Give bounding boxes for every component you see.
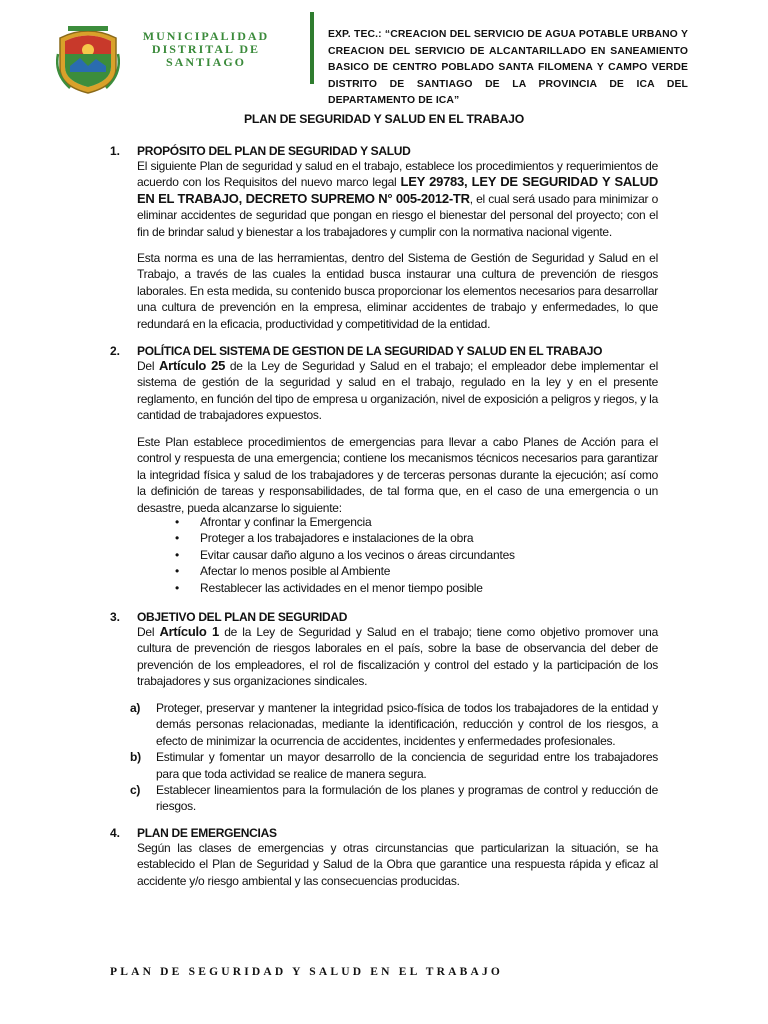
list-item-text: Establecer lineamientos para la formulación de los planes y programas de control y reducción de riesgos. [156, 783, 658, 814]
list-item: • Afectar lo menos posible al Ambiente [175, 563, 515, 579]
section-number: 1. [110, 144, 121, 158]
municipality-name-line1: MUNICIPALIDAD [142, 29, 270, 43]
section-number: 4. [110, 826, 121, 840]
section-heading: OBJETIVO DEL PLAN DE SEGURIDAD [137, 610, 348, 624]
list-item: • Evitar causar daño alguno a los vecinos o áreas circundantes [175, 547, 515, 563]
list-marker: c) [130, 783, 141, 798]
paragraph: Esta norma es una de las herramientas, dentro del Sistema de Gestión de Seguridad y Salud en el Trabajo, a través de las cuales la entidad busca instaurar una cultura de prevención de riesgos laborales. En esta medida, su contenido busca proporcionar los elementos necesarios para desarrollar una cultura de prevención en la empresa, eliminar accidentes de trabajo y enfermedades, lo que redundará en la eficacia, productividad y competitividad de la entidad. [137, 251, 658, 331]
paragraph [137, 358, 658, 424]
emergency-goals-list [175, 514, 515, 596]
paragraph [137, 158, 658, 240]
legal-reference: LEY 29783, LEY DE SEGURIDAD Y SALUD EN EL TRABAJO, DECRETO SUPREMO N° 005-2012-TR [137, 174, 659, 206]
paragraph: Según las clases de emergencias y otras circunstancias que particularizan la situación, se ha establecido el Plan de Seguridad y Salud de la Obra que garantice una respuesta rápida y eficaz al accidente y/o riesgo ambiental y las consecuencias producidas. [137, 841, 658, 888]
page-footer: PLAN DE SEGURIDAD Y SALUD EN EL TRABAJO [110, 966, 504, 978]
list-marker: a) [130, 701, 141, 715]
list-item [130, 749, 658, 782]
header-divider [310, 12, 314, 84]
list-item: • Afrontar y confinar la Emergencia [175, 514, 515, 530]
municipality-name-line3: SANTIAGO [165, 55, 246, 69]
section-number: 3. [110, 610, 121, 624]
paragraph-text: Del [137, 625, 160, 639]
page-header [0, 0, 768, 110]
document-title: PLAN DE SEGURIDAD Y SALUD EN EL TRABAJO [244, 112, 524, 126]
list-item: • Proteger a los trabajadores e instalaciones de la obra [175, 530, 515, 546]
objectives-list [130, 700, 658, 815]
paragraph: Este Plan establece procedimientos de emergencias para llevar a cabo Planes de Acción para el control y respuesta de una emergencia; contiene los mecanismos técnicos necesarios para garantizar la integridad física y salud de los trabajadores y de terceras personas durante la ejecución; así como la definición de tareas y responsabilidades, de tal forma que, en el caso de una emergencia o un desastre, pueda alcanzarse lo siguiente: [137, 435, 658, 515]
project-title: EXP. TEC.: “CREACION DEL SERVICIO DE AGUA POTABLE URBANO Y CREACION DEL SERVICIO DE ALCANTARILLADO EN SANEAMIENTO BASICO DE CENTRO POBLADO SANTA FILOMENA Y CAMPO VERDE DISTRITO DE SANTIAGO DE LA PROVINCIA DE ICA DEL DEPARTAMENTO DE ICA” [328, 29, 688, 107]
paragraph-text: de la Ley de Seguridad y Salud en el trabajo; tiene como objetivo promover una cultura de prevención de riesgos laborales en el país, sobre la base de observancia del deber de prevención de los empleadores, el rol de fiscalización y control del estado y la participación de los trabajadores y sus organizaciones sindicales. [137, 625, 658, 689]
section-heading: PROPÓSITO DEL PLAN DE SEGURIDAD Y SALUD [137, 144, 411, 158]
list-item: • Restablecer las actividades en el menor tiempo posible [175, 580, 515, 596]
list-marker: b) [130, 750, 141, 765]
list-item-text: Estimular y fomentar un mayor desarrollo de la conciencia de seguridad entre los trabajadores para que toda actividad se realice de manera segura. [156, 750, 658, 781]
list-item [130, 700, 658, 749]
paragraph-text: de la Ley de Seguridad y Salud en el trabajo; el empleador debe implementar el sistema de gestión de la seguridad y salud en el trabajo, regulado en la ley y en el presente reglamento, en función del tipo de empresa u organización, nivel de exposición a peligros y riegos, y la cantidad de trabajadores expuestos. [137, 359, 659, 423]
list-item-text: Proteger, preservar y mantener la integridad psico-física de todos los trabajadores de la entidad y demás personas relacionadas, mediante la identificación, reducción y control de los riesgos, a efecto de minimizar la ocurrencia de accidentes, incidentes y enfermedades profesionales. [156, 701, 658, 748]
paragraph-text: Del [137, 359, 160, 373]
municipal-seal-logo [56, 24, 120, 94]
municipality-name [136, 30, 276, 69]
article-reference: Artículo 25 [159, 358, 226, 373]
paragraph [137, 624, 658, 690]
section-heading: PLAN DE EMERGENCIAS [137, 826, 277, 840]
article-reference: Artículo 1 [159, 624, 220, 639]
list-item [130, 782, 658, 815]
municipality-name-line2: DISTRITAL DE [151, 42, 261, 56]
section-heading: POLÍTICA DEL SISTEMA DE GESTION DE LA SEGURIDAD Y SALUD EN EL TRABAJO [137, 344, 603, 358]
paragraph-text: El siguiente Plan de seguridad y salud en el trabajo, establece los procedimientos y requerimientos de acuerdo con los Requisitos del nuevo marco legal [137, 159, 658, 190]
section-number: 2. [110, 344, 121, 358]
paragraph-text: , el cual será usado para minimizar o eliminar accidentes de seguridad que pongan en riesgo el bienestar del personal del proyecto; con el fin de brindar salud y bienestar a los trabajadores y cumplir con la normativa nacional vigente. [137, 191, 658, 239]
